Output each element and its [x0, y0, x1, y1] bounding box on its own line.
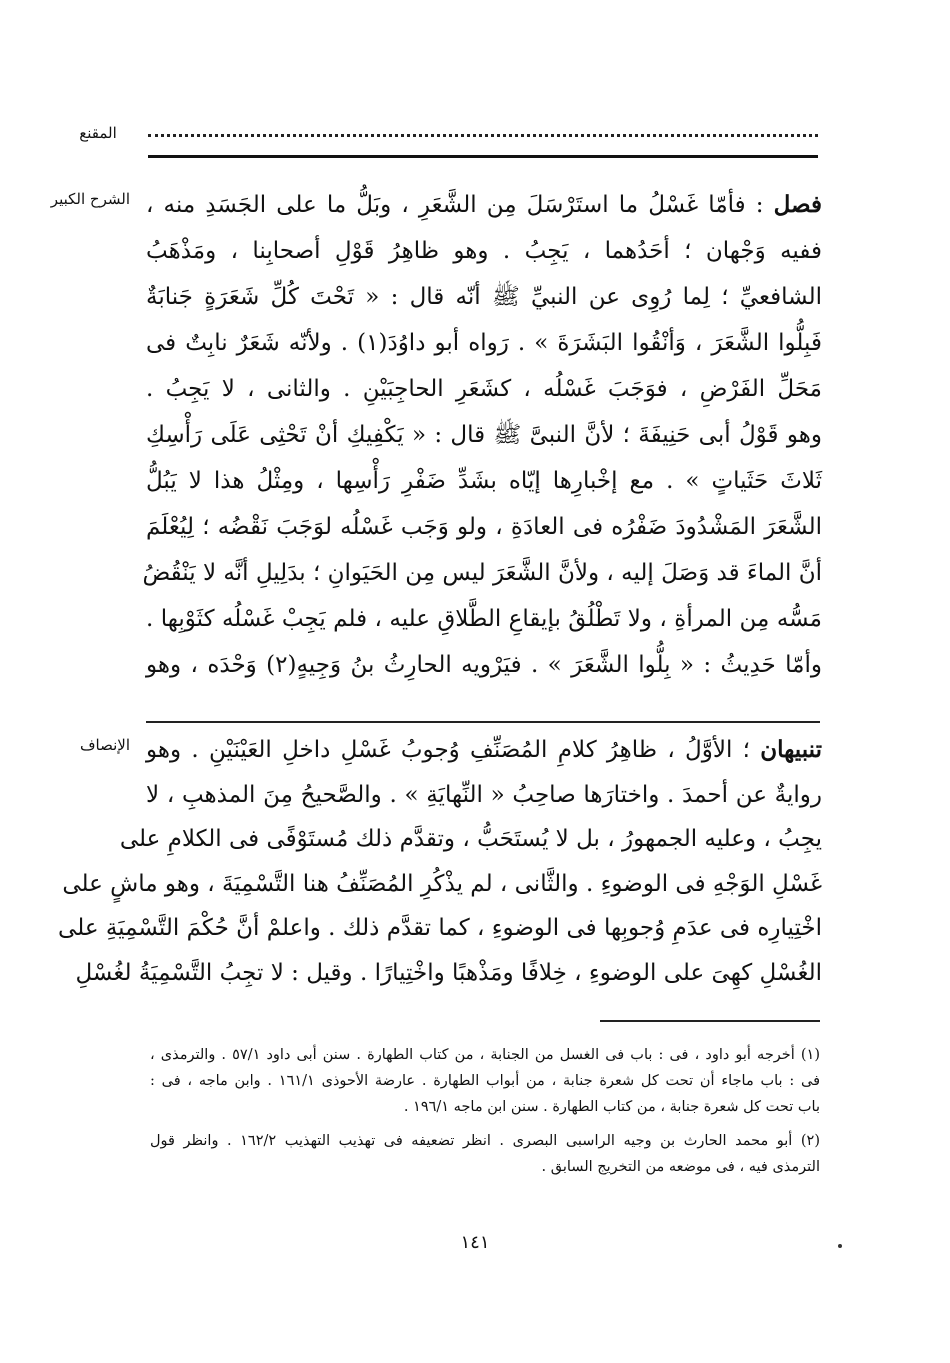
- lead-word: فصل: [773, 191, 822, 218]
- text-line: تنبيهان ؛ الأوَّلُ ، ظاهِرُ كلامِ المُصَنِّفِ وُجوبُ غَسْلِ داخلِ العَيْنَيْنِ . وهو: [146, 736, 822, 763]
- text-line: يجِبُ ، وعليه الجمهورُ ، بل لا يُستَحَبُّ ، وتقدَّم ذلك مُستَوْفًى فى الكلامِ على: [119, 826, 822, 852]
- text-line: الغُسْلِ كهِىَ على الوضوءِ ، خِلافًا ومَذْهبًا واخْتِيارًا . وقيل : لا تجِبُ التَّسْمِيَةُ لغُسْلِ: [75, 959, 822, 986]
- text-line: ففيه وَجْهان ؛ أحَدُهما ، يَجِبُ . وهو ظاهِرُ قَوْلِ أصحابِنا ، ومَذْهَبُ: [146, 238, 822, 264]
- text-line: ثَلاثَ حَثَياتٍ » . مع إخْبارِها إيّاه بشَدِّ ضَفْرِ رَأْسِها ، ومِثْلُ هذا لا يَبُلُّ: [146, 468, 822, 494]
- text-line: اخْتِيارِه فى عدَمِ وُجوبِها فى الوضوءِ ، كما تقدَّم ذلك . واعلمْ أنَّ حُكْمَ التَّسْمِيَةِ على: [58, 915, 822, 941]
- header-dotted-line: [148, 120, 818, 137]
- sharh-text-block: [142, 182, 822, 688]
- header-rule: [148, 155, 818, 158]
- text-line: مَحَلِّ الفَرْضِ ، فوَجَبَ غَسْلُه ، كشَعَرِ الحاجِبَيْنِ . والثانى ، لا يَجِبُ .: [146, 376, 822, 402]
- text-line: أنَّ الماءَ قد وَصَلَ إليه ، ولأنَّ الشَّعَرَ ليس مِن الحَيَوانِ ؛ بدَلِيلِ أنَّه لا يَنْقُضُ: [142, 560, 822, 586]
- page-number: ١٤١: [460, 1232, 490, 1253]
- text-line: الشافعيِّ ؛ لِما رُوِى عن النبيِّ ﷺ أنّه قال : « تَحْتَ كُلِّ شَعَرَةٍ جَنابَةٌ: [146, 284, 822, 310]
- text-line: فَبِلُّوا الشَّعَرَ ، وَأنْقُوا البَشَرَةَ » . رَواه أبو داوُدَ(١) . ولأنّه شَعَرٌ نابِتٌ فى: [146, 330, 822, 356]
- sharh-section-label: الشرح الكبير: [50, 190, 130, 208]
- text-line: وهو قَوْلُ أبى حَنِيفَةَ ؛ لأنَّ النبىَّ ﷺ قال : « يَكْفِيكِ أنْ تَحْثِى عَلَى رَأْسِكِ: [146, 422, 822, 448]
- footnote-line: (٢) أبو محمد الحارث بن وجيه الراسبى البصرى . انظر تضعيفه فى تهذيب التهذيب ١٦٢/٢ . وانظر قول: [150, 1133, 820, 1149]
- footnote-line: باب تحت كل شعرة جنابة ، من كتاب الطهارة . سنن ابن ماجه ١٩٦/١ .: [403, 1099, 820, 1115]
- text-line: الشَّعَرَ المَشْدُودَ ضَفْرُه فى العادَةِ ، ولو وَجَب غَسْلُه لوَجَبَ نَقْضُه ؛ لِيُعْلَمَ: [146, 514, 822, 540]
- page-speck: [838, 1244, 842, 1248]
- footnote-line: (١) أخرجه أبو داود ، فى : باب فى الغسل من الجنابة ، من كتاب الطهارة . سنن أبى داود ٥٧/١ . والترمذى ،: [150, 1047, 820, 1063]
- text-line: فصل : فأمّا غَسْلُ ما استَرْسَلَ مِن الشَّعَرِ ، وبَلُّ ما على الجَسَدِ منه ،: [146, 191, 822, 218]
- footnote-line: فى : باب ماجاء أن تحت كل شعرة جنابة ، من أبواب الطهارة . عارضة الأحوذى ١٦١/١ . وابن ماجه ، فى :: [150, 1073, 821, 1089]
- text-line: غَسْلِ الوَجْهِ فى الوضوءِ . والثَّانى ، لم يذْكُرِ المُصَنِّفُ هنا التَّسْمِيَةَ ، وهو ماشٍ على: [62, 870, 822, 897]
- footnote-line: الترمذى فيه ، فى موضعه من التخريج السابق .: [541, 1159, 820, 1175]
- footnotes: [150, 1042, 820, 1180]
- lead-word: تنبيهان: [760, 736, 822, 763]
- footnote-rule: [600, 1020, 820, 1022]
- running-header-title: المقنع: [79, 124, 117, 142]
- text-line: وأمّا حَدِيثُ : « بِلُّوا الشَّعَرَ » . فيَرْويه الحارِثُ بنُ وَجِيهٍ(٢) وَحْدَه ، وهو: [146, 652, 822, 678]
- text-line: روايةٌ عن أحمدَ . واختارَها صاحِبُ « النِّهايَةِ » . والصَّحيحُ مِنَ المذهبِ ، لا: [146, 781, 822, 808]
- section-divider: [146, 721, 820, 723]
- insaf-section-label: الإنصاف: [79, 736, 130, 754]
- text-line: مَسُّه مِن المرأةِ ، ولا تَطْلُقُ بإيقاعِ الطَّلاقِ عليه ، فلم يَجِبْ غَسْلُه كثَوْبِها .: [146, 606, 822, 632]
